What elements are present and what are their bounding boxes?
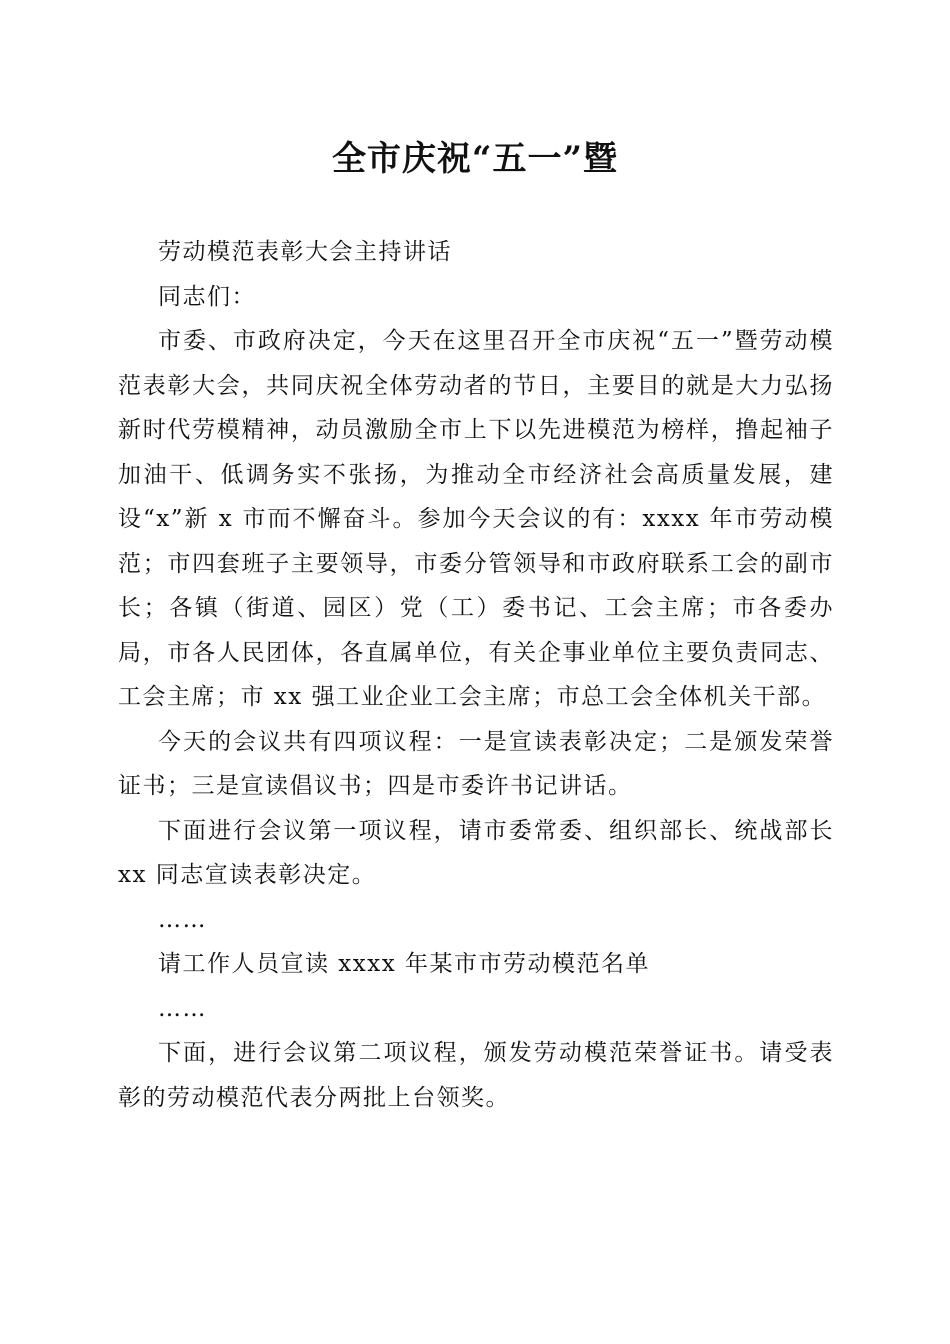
document-body: [118, 230, 834, 1120]
agenda-paragraph: 今天的会议共有四项议程：一是宣读表彰决定；二是颁发荣誉证书；三是宣读倡议书；四是市委许书记讲话。: [118, 728, 834, 799]
ellipsis-paragraph: ……: [158, 995, 207, 1022]
second-item-paragraph: 下面，进行会议第二项议程，颁发劳动模范荣誉证书。请受表彰的劳动模范代表分两批上台领奖。: [118, 1040, 834, 1111]
opening-paragraph: 市委、市政府决定，今天在这里召开全市庆祝“五一”暨劳动模范表彰大会，共同庆祝全体劳动者的节日，主要目的就是大力弘扬新时代劳模精神，动员激励全市上下以先进模范为榜样，撸起袖子加油干、低调务实不张扬，为推动全市经济社会高质量发展，建设“x”新 x 市而不懈奋斗。参加今天会议的有：xxxx 年市劳动模范；市四套班子主要领导，市委分管领导和市政府联系工会的副市长；各镇（街道、园区）党（工）委书记、工会主席；市各委办局，市各人民团体，各直属单位，有关企事业单位主要负责同志、工会主席；市 xx 强工业企业工会主席；市总工会全体机关干部。: [118, 328, 834, 710]
ellipsis-paragraph: ……: [158, 906, 207, 933]
document-title: 全市庆祝“五一”暨: [331, 139, 619, 179]
name-list-paragraph: 请工作人员宣读 xxxx 年某市市劳动模范名单: [158, 951, 651, 977]
subtitle-paragraph: 劳动模范表彰大会主持讲话: [158, 239, 452, 265]
first-item-paragraph: 下面进行会议第一项议程，请市委常委、组织部长、统战部长 xx 同志宣读表彰决定。: [118, 817, 834, 888]
salutation-paragraph: 同志们：: [158, 283, 256, 310]
